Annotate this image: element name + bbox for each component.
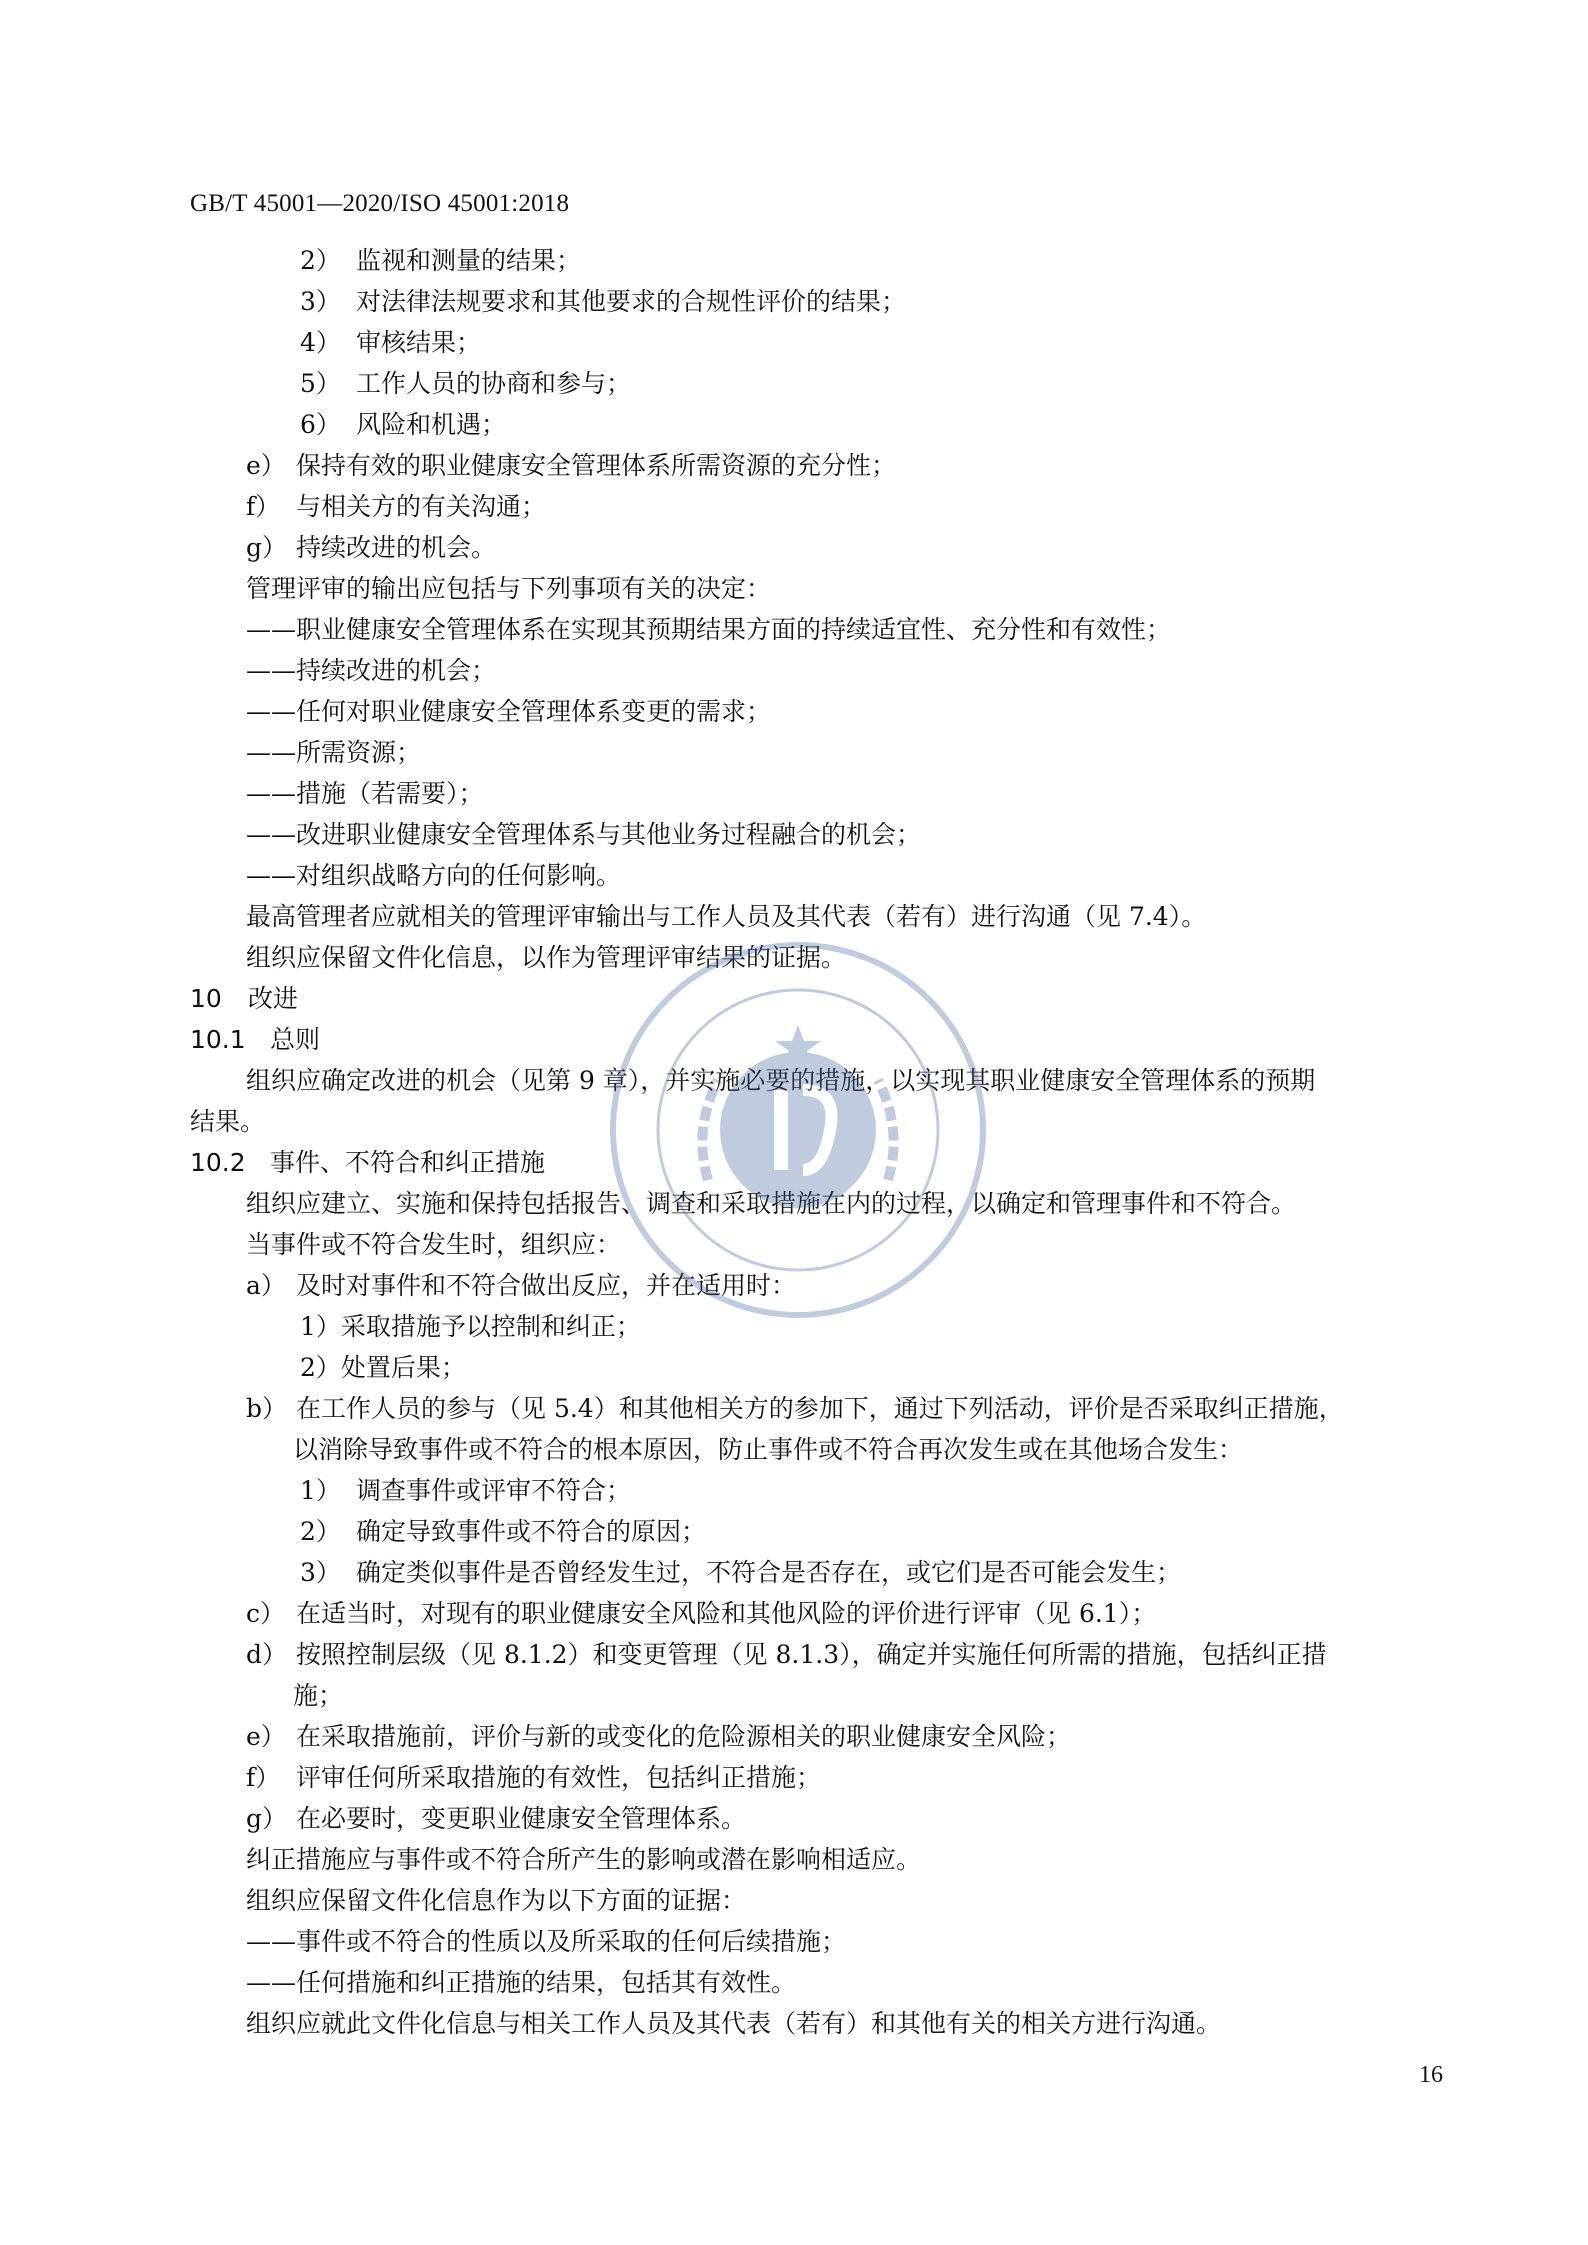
list-marker: b） (246, 1394, 288, 1423)
list-marker: f） (246, 1763, 281, 1792)
subsection-heading (190, 1142, 1440, 1183)
list-item (190, 445, 1440, 486)
list-marker: 3） (300, 1558, 341, 1587)
list-item-text: 工作人员的协商和参与； (356, 369, 632, 398)
list-marker: d） (246, 1640, 288, 1669)
dash-item: ——措施（若需要）； (246, 779, 484, 808)
list-item-text: 在适当时，对现有的职业健康安全风险和其他风险的评价进行评审（见 6.1）； (296, 1599, 1157, 1628)
list-item-text: 确定类似事件是否曾经发生过，不符合是否存在，或它们是否可能会发生； (356, 1558, 1182, 1587)
list-item (190, 363, 1440, 404)
list-item-text: 及时对事件和不符合做出反应，并在适用时： (296, 1271, 797, 1300)
list-marker: a） (246, 1271, 286, 1300)
list-item-text: 与相关方的有关沟通； (296, 492, 547, 521)
list-item-text: 调查事件或评审不符合； (356, 1476, 632, 1505)
paragraph: 最高管理者应就相关的管理评审输出与工作人员及其代表（若有）进行沟通（见 7.4）。 (246, 902, 1207, 931)
list-item (190, 1757, 1440, 1798)
dash-item: ——持续改进的机会； (246, 656, 497, 685)
subsection-heading (190, 1019, 1440, 1060)
dash-item: ——所需资源； (246, 738, 422, 767)
list-item (190, 527, 1440, 568)
paragraph: 组织应建立、实施和保持包括报告、调查和采取措施在内的过程，以确定和管理事件和不符合。 (246, 1189, 1297, 1218)
list-marker: 2） (300, 1517, 341, 1546)
paragraph: 组织应保留文件化信息，以作为管理评审结果的证据。 (246, 943, 847, 972)
paragraph: 纠正措施应与事件或不符合所产生的影响或潜在影响相适应。 (246, 1845, 922, 1874)
list-item (190, 240, 1440, 281)
page-number: 16 (1419, 2062, 1443, 2088)
body-text (190, 240, 1440, 2044)
list-item-text: 按照控制层级（见 8.1.2）和变更管理（见 8.1.3），确定并实施任何所需的措施，包括纠正措 (296, 1640, 1327, 1669)
list-marker: e） (246, 451, 286, 480)
standard-header: GB/T 45001—2020/ISO 45001:2018 (190, 190, 570, 217)
paragraph-continuation: 结果。 (190, 1107, 266, 1136)
list-item-text: 确定导致事件或不符合的原因； (356, 1517, 707, 1546)
list-item-text: 对法律法规要求和其他要求的合规性评价的结果； (356, 287, 907, 316)
list-item (190, 1511, 1440, 1552)
paragraph: 组织应就此文件化信息与相关工作人员及其代表（若有）和其他有关的相关方进行沟通。 (246, 2009, 1222, 2038)
list-item (190, 486, 1440, 527)
list-marker: 5） (300, 369, 341, 398)
section-title: 事件、不符合和纠正措施 (270, 1148, 546, 1177)
paragraph: 组织应保留文件化信息作为以下方面的证据： (246, 1886, 747, 1915)
list-marker: c） (246, 1599, 286, 1628)
list-marker: 3） (300, 287, 341, 316)
list-marker: 2） (300, 246, 341, 275)
dash-item: ——任何对职业健康安全管理体系变更的需求； (246, 697, 772, 726)
list-item (190, 1593, 1440, 1634)
list-item-text: 风险和机遇； (356, 410, 507, 439)
dash-item: ——事件或不符合的性质以及所采取的任何后续措施； (246, 1927, 847, 1956)
list-marker: g） (246, 1804, 288, 1833)
section-title: 总则 (270, 1025, 321, 1054)
list-item-text: 保持有效的职业健康安全管理体系所需资源的充分性； (296, 451, 897, 480)
list-item-text: 在必要时，变更职业健康安全管理体系。 (296, 1804, 747, 1833)
section-number: 10.1 (190, 1025, 246, 1054)
list-item (190, 1634, 1440, 1675)
list-marker: f） (246, 492, 281, 521)
list-item-text: 审核结果； (356, 328, 482, 357)
list-item (190, 404, 1440, 445)
dash-item: ——改进职业健康安全管理体系与其他业务过程融合的机会； (246, 820, 922, 849)
list-item-continuation: 以消除导致事件或不符合的根本原因，防止事件或不符合再次发生或在其他场合发生： (293, 1435, 1244, 1464)
list-item-text: 在工作人员的参与（见 5.4）和其他相关方的参加下，通过下列活动，评价是否采取纠正措施， (296, 1394, 1344, 1423)
list-marker: 4） (300, 328, 341, 357)
list-item: 2）处置后果； (300, 1353, 466, 1382)
list-marker: g） (246, 533, 288, 562)
list-marker: e） (246, 1722, 286, 1751)
dash-item: ——任何措施和纠正措施的结果，包括其有效性。 (246, 1968, 797, 1997)
list-item (190, 1470, 1440, 1511)
list-item-text: 持续改进的机会。 (296, 533, 497, 562)
list-item-text: 监视和测量的结果； (356, 246, 582, 275)
list-marker: 6） (300, 410, 341, 439)
section-number: 10.2 (190, 1148, 246, 1177)
list-item (190, 1265, 1440, 1306)
paragraph: 组织应确定改进的机会（见第 9 章），并实施必要的措施，以实现其职业健康安全管理体系的预期 (246, 1066, 1316, 1095)
section-heading (190, 978, 1440, 1019)
dash-item: ——对组织战略方向的任何影响。 (246, 861, 622, 890)
list-item (190, 1716, 1440, 1757)
dash-item: ——职业健康安全管理体系在实现其预期结果方面的持续适宜性、充分性和有效性； (246, 615, 1172, 644)
section-title: 改进 (248, 984, 299, 1013)
list-marker: 1） (300, 1476, 341, 1505)
list-item (190, 1798, 1440, 1839)
paragraph: 当事件或不符合发生时，组织应： (246, 1230, 622, 1259)
list-item (190, 1552, 1440, 1593)
list-item-text: 评审任何所采取措施的有效性，包括纠正措施； (296, 1763, 822, 1792)
list-item: 1）采取措施予以控制和纠正； (300, 1312, 641, 1341)
section-number: 10 (190, 984, 222, 1013)
list-item (190, 322, 1440, 363)
list-item-continuation: 施； (293, 1681, 344, 1710)
list-item (190, 281, 1440, 322)
list-item (190, 1388, 1440, 1429)
paragraph: 管理评审的输出应包括与下列事项有关的决定： (246, 574, 772, 603)
list-item-text: 在采取措施前，评价与新的或变化的危险源相关的职业健康安全风险； (296, 1722, 1072, 1751)
